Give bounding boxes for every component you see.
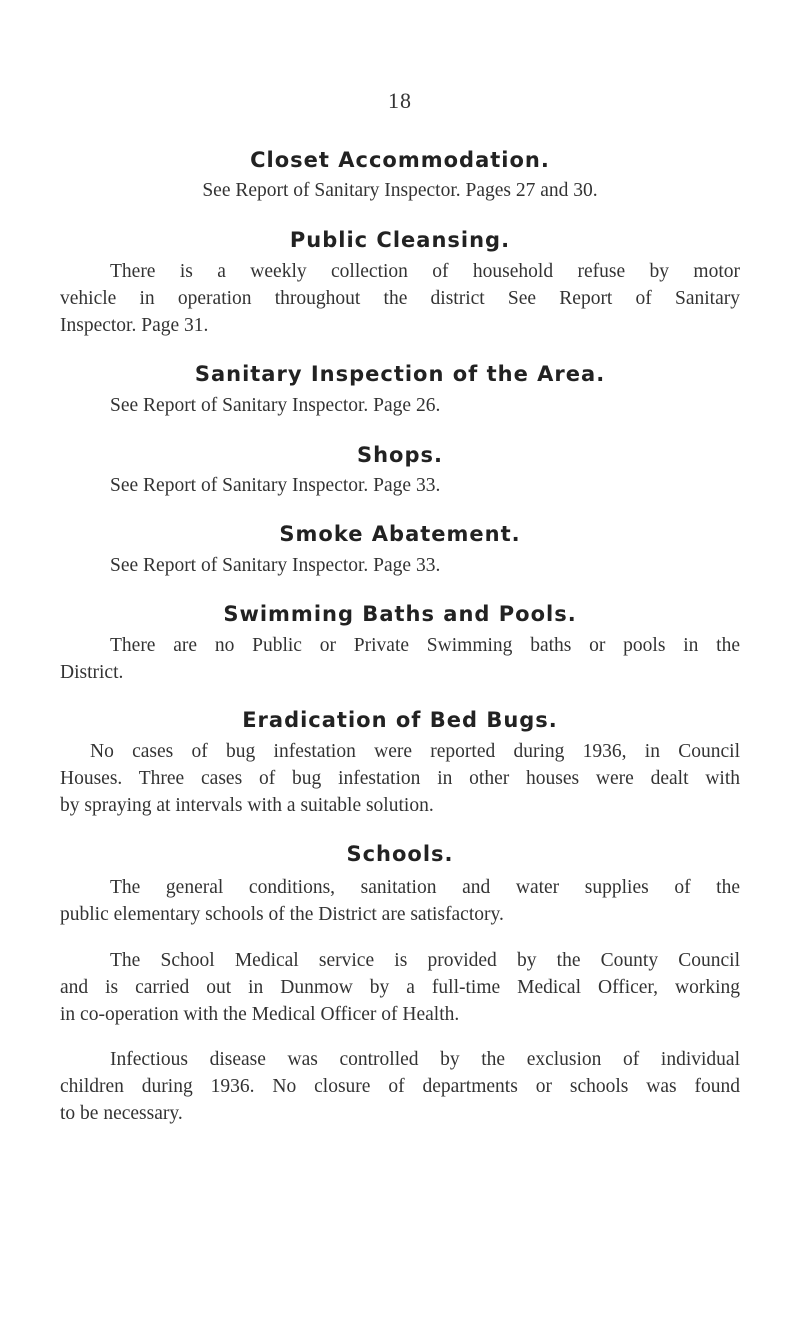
schools-paragraph-3	[60, 1046, 740, 1127]
schools-paragraph-2	[60, 947, 740, 1028]
text-line: There is a weekly collection of household refuse by motor	[110, 261, 740, 282]
text-line: The School Medical service is provided by the County Council	[110, 950, 740, 971]
text-line: Infectious disease was controlled by the exclusion of individual	[110, 1049, 740, 1070]
text-line: to be necessary.	[60, 1103, 183, 1124]
heading-public-cleansing: Public Cleansing.	[289, 228, 511, 252]
text-line: See Report of Sanitary Inspector. Pages 27 and 30.	[202, 180, 598, 201]
public-cleansing-text	[60, 258, 740, 339]
text-line: vehicle in operation throughout the district See Report of Sanitary	[60, 288, 740, 309]
heading-closet-accommodation: Closet Accommodation.	[250, 148, 550, 172]
text-line: See Report of Sanitary Inspector. Page 26.	[110, 395, 441, 416]
shops-text	[110, 472, 710, 499]
text-line: There are no Public or Private Swimming baths or pools in the	[110, 635, 740, 656]
schools-paragraph-1	[60, 874, 740, 928]
heading-shops: Shops.	[356, 443, 443, 467]
text-line: Inspector. Page 31.	[60, 315, 209, 336]
text-line: children during 1936. No closure of departments or schools was found	[60, 1076, 740, 1097]
heading-smoke-abatement: Smoke Abatement.	[279, 522, 521, 546]
text-line: in co-operation with the Medical Officer of Health.	[60, 1004, 460, 1025]
heading-schools: Schools.	[346, 842, 454, 866]
sanitary-inspection-text	[110, 392, 710, 419]
text-line: by spraying at intervals with a suitable solution.	[60, 795, 434, 816]
text-line: No cases of bug infestation were reported during 1936, in Council	[90, 741, 740, 762]
heading-sanitary-inspection: Sanitary Inspection of the Area.	[194, 362, 606, 386]
text-line: public elementary schools of the District are satisfactory.	[60, 904, 504, 925]
text-line: and is carried out in Dunmow by a full-time Medical Officer, working	[60, 977, 740, 998]
text-line: The general conditions, sanitation and water supplies of the	[110, 877, 740, 898]
smoke-abatement-text	[110, 552, 710, 579]
heading-bed-bugs: Eradication of Bed Bugs.	[242, 708, 558, 732]
text-line: Houses. Three cases of bug infestation in other houses were dealt with	[60, 768, 740, 789]
heading-swimming-baths: Swimming Baths and Pools.	[223, 602, 577, 626]
page-number: 18	[388, 88, 412, 113]
swimming-baths-text	[60, 632, 740, 686]
text-line: See Report of Sanitary Inspector. Page 33.	[110, 555, 441, 576]
bed-bugs-text	[60, 738, 740, 819]
closet-accommodation-text	[0, 177, 800, 204]
text-line: See Report of Sanitary Inspector. Page 33.	[110, 475, 441, 496]
text-line: District.	[60, 662, 124, 683]
